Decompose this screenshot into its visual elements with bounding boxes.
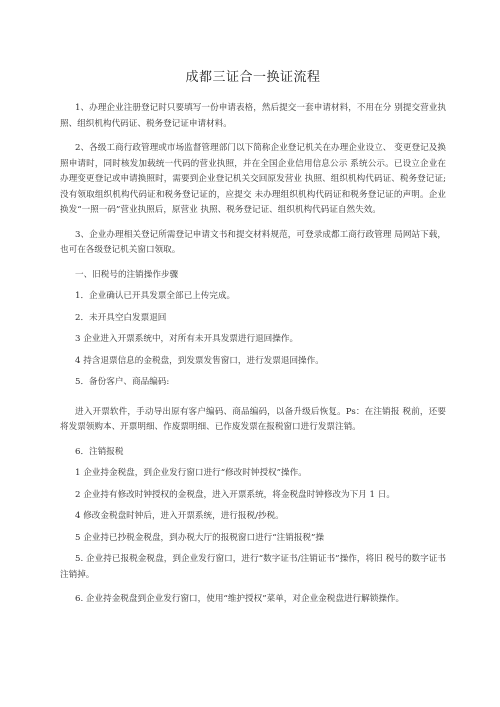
step-6-2: 2 企业持有修改时钟授权的金税盘，进入开票系统，将金税盘时钟修改为下月 1 日。 [75, 489, 395, 500]
step-6-6: 6. 企业持金税盘到企业发行窗口，使用“维护授权”菜单，对企业金税盘进行解锁操作。 [75, 594, 405, 604]
paragraph-3: 3、企业办理相关登记所需登记申请文书和提交材料规范，可登录成都工商行政管理 局网站下载，也可在各级登记机关窗口领取。 [60, 229, 446, 255]
step-1: 1．企业确认已开具发票全部已上传完成。 [75, 291, 236, 301]
paragraph-1: 1、办理企业注册登记时只要填写一份申请表格，然后提交一套申请材料，不用在分 别提交营业执照、组织机构代码证、税务登记证申请材料。 [60, 103, 446, 129]
step-6-5b: 5. 企业持已报税金税盘，到企业发行窗口，进行“数字证书/注销证书”操作，将旧 税号的数字证书注销掉。 [60, 554, 446, 580]
step-6-1: 1 企业持金税盘，到企业发行窗口进行“修改时钟授权”操作。 [75, 468, 307, 478]
step-6-5: 5 企业持已抄税金税盘，到办税大厅的报税窗口进行“注销报税”操 [75, 532, 325, 543]
step-6: 6．注销报税 [75, 446, 124, 457]
step-4: 4 持含退票信息的金税盘，到发票发售窗口，进行发票退回操作。 [75, 355, 324, 366]
section-heading: 一、旧税号的注销操作步骤 [75, 269, 179, 280]
step-5-detail: 进入开票软件，手动导出原有客户编码、商品编码，以备升级后恢复。Ps：在注销报 税前，还要将发票领购本、开票明细、作废票明细、已作废发票在报税窗口进行发票注销。 [60, 406, 446, 432]
step-5: 5．备份客户、商品编码: [75, 377, 170, 387]
paragraph-2: 2、各级工商行政管理或市场监督管理部门以下简称企业登记机关在办理企业设立、 变更登记及换照申请时，同时核发加载统一代码的营业执照，并在全国企业信用信息公示 系统公示。已设立企业在办理变更登记或申请换照时，需要到企业登记机关交回原发营业 执照、组织机构代码证、税务登记证;没有领取组织机构代码证和税务登记证的，应提交 未办理组织机构代码证和税务登记证的声明。企业换发“一照一码”营业执照后，原营业 执照、税务登记证、组织机构代码证自然失效。 [60, 143, 446, 215]
step-6-4: 4 修改金税盘时钟后，进入开票系统，进行报税/抄税。 [75, 511, 284, 521]
step-3: 3 企业进入开票系统中，对所有未开具发票进行退回操作。 [75, 334, 299, 344]
step-2: 2．未开具空白发票退回 [75, 312, 167, 323]
document-title: 成都三证合一换证流程 [185, 70, 321, 85]
